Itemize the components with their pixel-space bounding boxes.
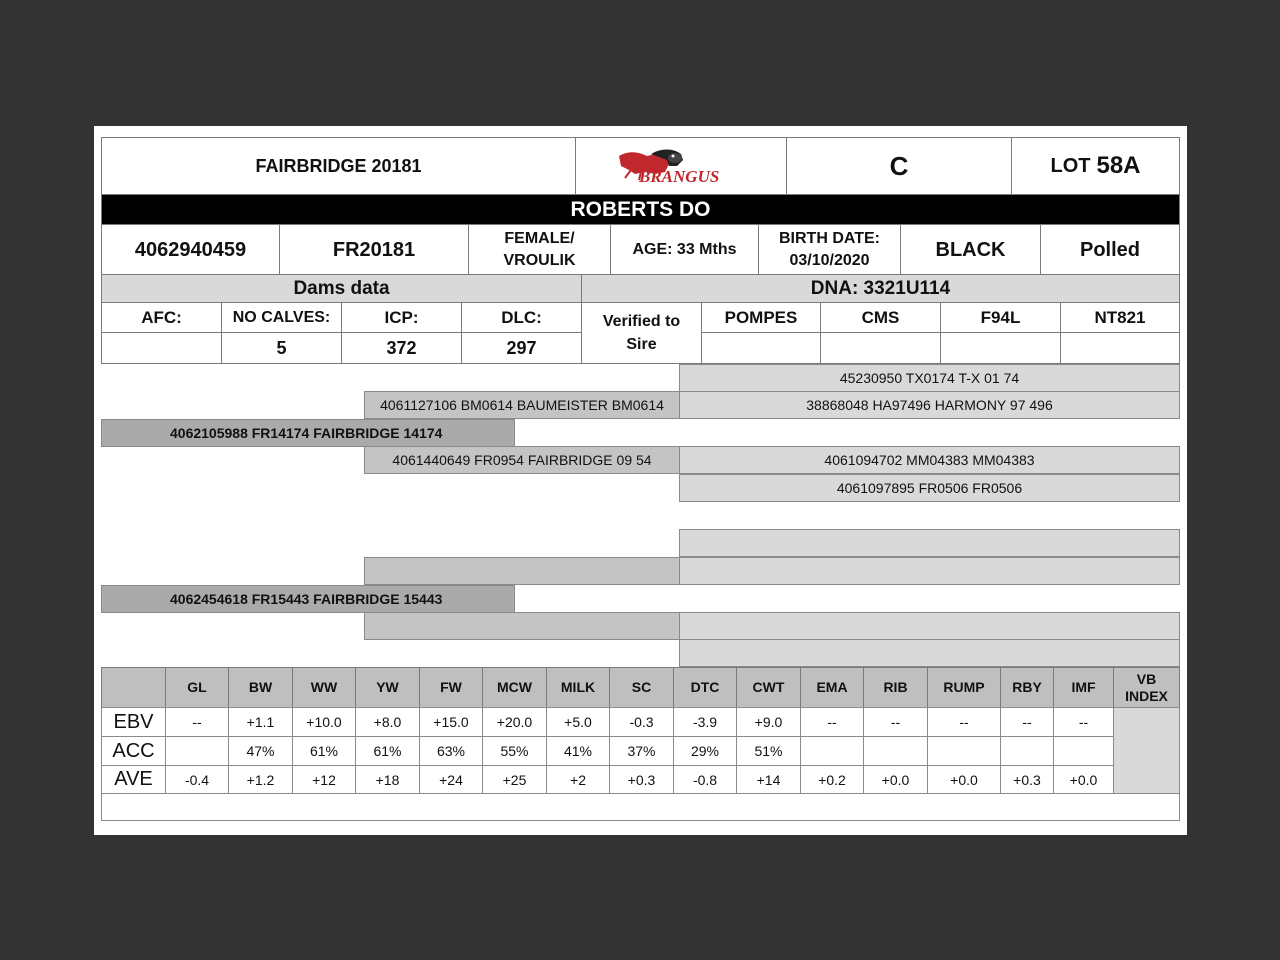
ebv-col-rump (927, 667, 1001, 708)
ave-cell: +0.3 (1000, 765, 1054, 794)
vb-index-line1: VB (1136, 670, 1157, 687)
ident-code (279, 224, 469, 275)
birth-date (758, 224, 901, 275)
ebv-col-milk (546, 667, 610, 708)
acc-cell: 61% (355, 736, 420, 766)
acc-cell: 51% (736, 736, 801, 766)
ebv-cell: -- (165, 707, 229, 737)
ebv-col-label: FW (440, 679, 462, 695)
age-text: AGE: 33 Mths (632, 240, 737, 258)
acc-cell: 29% (673, 736, 737, 766)
icp-value-text: 372 (386, 337, 417, 358)
ave-cell: +0.0 (1053, 765, 1114, 794)
icp-label (341, 302, 462, 333)
nt821-label (1060, 302, 1180, 333)
lot-number (1011, 137, 1180, 195)
dlc-value-text: 297 (506, 337, 537, 358)
ebv-col-label: SC (631, 679, 652, 695)
acc-cell: 41% (546, 736, 610, 766)
ebv-col-label: GL (187, 679, 207, 695)
ebv-cell: -- (863, 707, 928, 737)
cms-label-text: CMS (861, 307, 900, 327)
ave-cell: +18 (355, 765, 420, 794)
no-calves-label (221, 302, 342, 333)
acc-cell: 37% (609, 736, 674, 766)
pedigree-ss-text: 4061127106 BM0614 BAUMEISTER BM0614 (380, 397, 664, 413)
pedigree-sss (679, 364, 1180, 392)
vb-index-line2: INDEX (1125, 687, 1168, 704)
sex-line1: FEMALE/ (504, 229, 575, 247)
vb-index-value (1113, 707, 1180, 794)
ebv-col-imf (1053, 667, 1114, 708)
ebv-col-label: MILK (560, 679, 596, 695)
ebv-cell: -- (1053, 707, 1114, 737)
acc-cell: 63% (419, 736, 483, 766)
ebv-col-label: RIB (883, 679, 908, 695)
pedigree-sdd-text: 4061097895 FR0506 FR0506 (836, 480, 1023, 496)
afc-label (101, 302, 222, 333)
class-grade-text: C (889, 150, 909, 181)
lot-value: 58A (1096, 152, 1141, 179)
ave-cell: +14 (736, 765, 801, 794)
acc-cell: 47% (228, 736, 293, 766)
footer-row (101, 793, 1180, 821)
ebv-col-bw (228, 667, 293, 708)
ave-cell: +0.0 (863, 765, 928, 794)
pedigree-dss (679, 529, 1180, 557)
pedigree-sd-text: 4061440649 FR0954 FAIRBRIDGE 09 54 (392, 452, 652, 468)
ebv-col-label: MCW (497, 679, 532, 695)
ebv-cell: +15.0 (419, 707, 483, 737)
acc-cell: 55% (482, 736, 547, 766)
acc-cell (165, 736, 229, 766)
row-label-acc: ACC (101, 736, 166, 766)
pedigree-ddd (679, 639, 1180, 667)
dams-data-title (101, 274, 582, 303)
ebv-col-mcw (482, 667, 547, 708)
cms-label (820, 302, 941, 333)
pedigree-sss-text: 45230950 TX0174 T-X 01 74 (839, 370, 1020, 386)
ebv-col-label: YW (376, 679, 399, 695)
ebv-col-rib (863, 667, 928, 708)
pompes-label-text: POMPES (724, 307, 798, 327)
no-calves-value-text: 5 (276, 337, 287, 358)
ebv-cell: +8.0 (355, 707, 420, 737)
pedigree-ss (364, 391, 680, 419)
dlc-label-text: DLC: (501, 307, 542, 327)
ebv-cell: -- (800, 707, 864, 737)
f94l-label-text: F94L (980, 307, 1021, 327)
row-label-ebv: EBV (101, 707, 166, 737)
ebv-cell: -0.3 (609, 707, 674, 737)
lot-label: LOT (1050, 154, 1091, 177)
birth-date-label: BIRTH DATE: (778, 229, 881, 247)
acc-cell (800, 736, 864, 766)
pedigree-sd (364, 446, 680, 474)
horn-status-text: Polled (1079, 238, 1140, 261)
ebv-col-yw (355, 667, 420, 708)
colour (900, 224, 1041, 275)
pedigree-sire (101, 419, 515, 447)
brangus-logo (575, 137, 787, 195)
ebv-col-label: DTC (690, 679, 720, 695)
nt821-value (1060, 332, 1180, 364)
ebv-col-label: RUMP (943, 679, 985, 695)
pedigree-ssd-text: 38868048 HA97496 HARMONY 97 496 (806, 397, 1053, 413)
ebv-cell: -- (927, 707, 1001, 737)
class-grade (786, 137, 1012, 195)
acc-cell (1053, 736, 1114, 766)
icp-value (341, 332, 462, 364)
dna-title-text: DNA: 3321U114 (810, 277, 951, 299)
ave-cell: -0.4 (165, 765, 229, 794)
ebv-col-fw (419, 667, 483, 708)
owner-name: ROBERTS DO (570, 197, 711, 221)
ebv-cell: -- (1000, 707, 1054, 737)
nt821-label-text: NT821 (1094, 307, 1146, 327)
dna-title (581, 274, 1180, 303)
animal-name-text: FAIRBRIDGE 20181 (255, 155, 422, 176)
pedigree-ds (364, 557, 680, 585)
dams-data-title-text: Dams data (293, 277, 390, 299)
ebv-cell: +1.1 (228, 707, 293, 737)
ebv-col-cwt (736, 667, 801, 708)
pedigree-dds (679, 612, 1180, 640)
ave-cell: +25 (482, 765, 547, 794)
ebv-col-label: RBY (1012, 679, 1042, 695)
verified-to-sire (581, 302, 702, 364)
ave-cell: +0.0 (927, 765, 1001, 794)
verified-line2: Sire (626, 336, 657, 353)
registration-number (101, 224, 280, 275)
animal-card (94, 126, 1187, 835)
cms-value (820, 332, 941, 364)
ident-code-text: FR20181 (332, 238, 416, 261)
ebv-col-gl (165, 667, 229, 708)
no-calves-label-text: NO CALVES: (232, 308, 331, 326)
animal-name (101, 137, 576, 195)
ave-cell: +2 (546, 765, 610, 794)
owner-bar (101, 194, 1180, 225)
registration-number-text: 4062940459 (134, 238, 247, 261)
acc-cell (863, 736, 928, 766)
f94l-label (940, 302, 1061, 333)
ebv-cell: -3.9 (673, 707, 737, 737)
pedigree-ssd (679, 391, 1180, 419)
no-calves-value (221, 332, 342, 364)
ebv-col-label: EMA (816, 679, 848, 695)
pedigree-dd (364, 612, 680, 640)
ave-cell: +0.3 (609, 765, 674, 794)
birth-date-value: 03/10/2020 (789, 251, 870, 269)
icp-label-text: ICP: (384, 307, 419, 327)
acc-cell: 61% (292, 736, 356, 766)
ebv-col-label: WW (310, 679, 338, 695)
acc-cell (927, 736, 1001, 766)
ebv-col-vb-index (1113, 667, 1180, 708)
ave-cell: +1.2 (228, 765, 293, 794)
sex-line2: VROULIK (503, 251, 576, 269)
ave-cell: +0.2 (800, 765, 864, 794)
ebv-col-ww (292, 667, 356, 708)
ebv-cell: +9.0 (736, 707, 801, 737)
cattle-icon (611, 144, 751, 188)
horn-status (1040, 224, 1180, 275)
ebv-cell: +20.0 (482, 707, 547, 737)
pedigree-sds-text: 4061094702 MM04383 MM04383 (824, 452, 1035, 468)
ebv-col-label: IMF (1071, 679, 1096, 695)
colour-text: BLACK (935, 238, 1006, 261)
ebv-col-label: BW (248, 679, 273, 695)
ebv-corner (101, 667, 166, 708)
f94l-value (940, 332, 1061, 364)
afc-label-text: AFC: (141, 307, 182, 327)
pedigree-dam-text: 4062454618 FR15443 FAIRBRIDGE 15443 (170, 591, 443, 607)
pedigree-dsd (679, 557, 1180, 585)
ebv-col-ema (800, 667, 864, 708)
afc-value (101, 332, 222, 364)
ave-cell: +24 (419, 765, 483, 794)
dlc-label (461, 302, 582, 333)
logo-text: BRANGUS (639, 167, 720, 186)
pedigree-sdd (679, 474, 1180, 502)
pompes-value (701, 332, 821, 364)
row-label-ave: AVE (101, 765, 166, 794)
ebv-col-label: CWT (752, 679, 785, 695)
dlc-value (461, 332, 582, 364)
pompes-label (701, 302, 821, 333)
verified-line1: Verified to (602, 313, 681, 330)
ave-cell: -0.8 (673, 765, 737, 794)
ebv-cell: +10.0 (292, 707, 356, 737)
ave-cell: +12 (292, 765, 356, 794)
pedigree-dam (101, 585, 515, 613)
pedigree-sire-text: 4062105988 FR14174 FAIRBRIDGE 14174 (170, 425, 443, 441)
sex (468, 224, 611, 275)
acc-cell (1000, 736, 1054, 766)
ebv-col-dtc (673, 667, 737, 708)
ebv-col-sc (609, 667, 674, 708)
age (610, 224, 759, 275)
ebv-col-rby (1000, 667, 1054, 708)
pedigree-sds (679, 446, 1180, 474)
ebv-cell: +5.0 (546, 707, 610, 737)
